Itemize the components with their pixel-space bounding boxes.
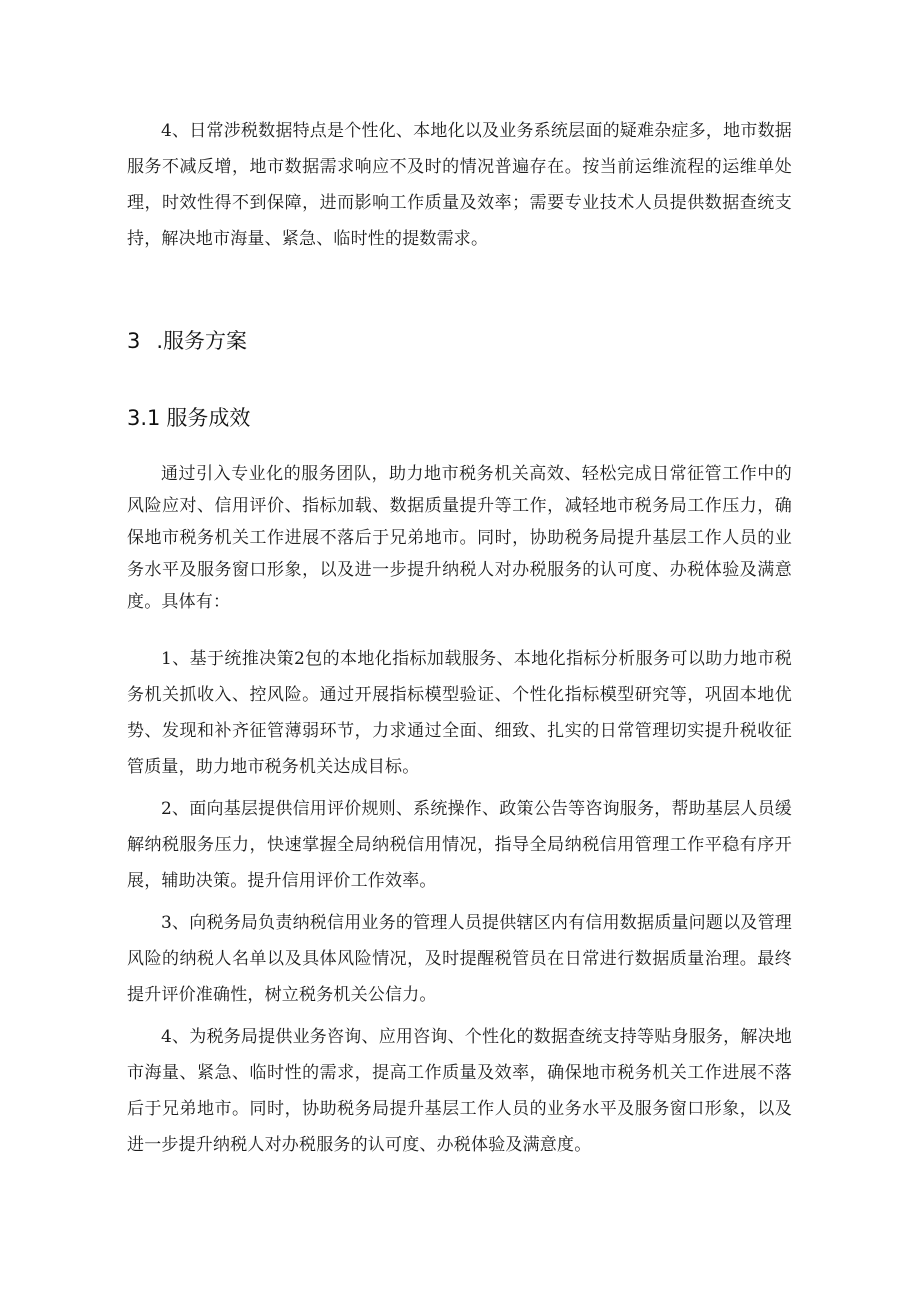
paragraph-intro: 通过引入专业化的服务团队，助力地市税务机关高效、轻松完成日常征管工作中的风险应对、信用评价、指标加载、数据质量提升等工作，减轻地市税务局工作压力，确保地市税务机关工作进展不落后于兄弟地市。同时，协助税务局提升基层工作人员的业务水平及服务窗口形象，以及进一步提升纳税人对办税服务的认可度、办税体验及满意度。具体有： (127, 464, 792, 612)
section-heading-3-1 (127, 403, 250, 433)
paragraph-data-issues: 4、日常涉税数据特点是个性化、本地化以及业务系统层面的疑难杂症多，地市数据服务不减反增，地市数据需求响应不及时的情况普遍存在。按当前运维流程的运维单处理，时效性得不到保障，进而影响工作质量及效率；需要专业技术人员提供数据查统支持，解决地市海量、紧急、临时性的提数需求。 (127, 121, 792, 249)
section-heading-3 (127, 326, 247, 356)
subsection-number: 3.1 (127, 406, 161, 430)
list-item-4: 4、为税务局提供业务咨询、应用咨询、个性化的数据查统支持等贴身服务，解决地市海量、紧急、临时性的需求，提高工作质量及效率，确保地市税务机关工作进展不落后于兄弟地市。同时，协助税务局提升基层工作人员的业务水平及服务窗口形象，以及进一步提升纳税人对办税服务的认可度、办税体验及满意度。 (127, 1027, 792, 1155)
list-item-3: 3、向税务局负责纳税信用业务的管理人员提供辖区内有信用数据质量问题以及管理风险的纳税人名单以及具体风险情况，及时提醒税管员在日常进行数据质量治理。最终提升评价准确性，树立税务机关公信力。 (127, 913, 792, 1005)
list-item-2: 2、面向基层提供信用评价规则、系统操作、政策公告等咨询服务，帮助基层人员缓解纳税服务压力，快速掌握全局纳税信用情况，指导全局纳税信用管理工作平稳有序开展，辅助决策。提升信用评价工作效率。 (127, 799, 792, 891)
subsection-title: 服务成效 (166, 406, 251, 430)
section-number: 3 (127, 329, 141, 353)
list-item-1: 1、基于统推决策2包的本地化指标加载服务、本地化指标分析服务可以助力地市税务机关抓收入、控风险。通过开展指标模型验证、个性化指标模型研究等，巩固本地优势、发现和补齐征管薄弱环节，力求通过全面、细致、扎实的日常管理切实提升税收征管质量，助力地市税务机关达成目标。 (127, 649, 792, 777)
section-title: .服务方案 (156, 329, 248, 353)
